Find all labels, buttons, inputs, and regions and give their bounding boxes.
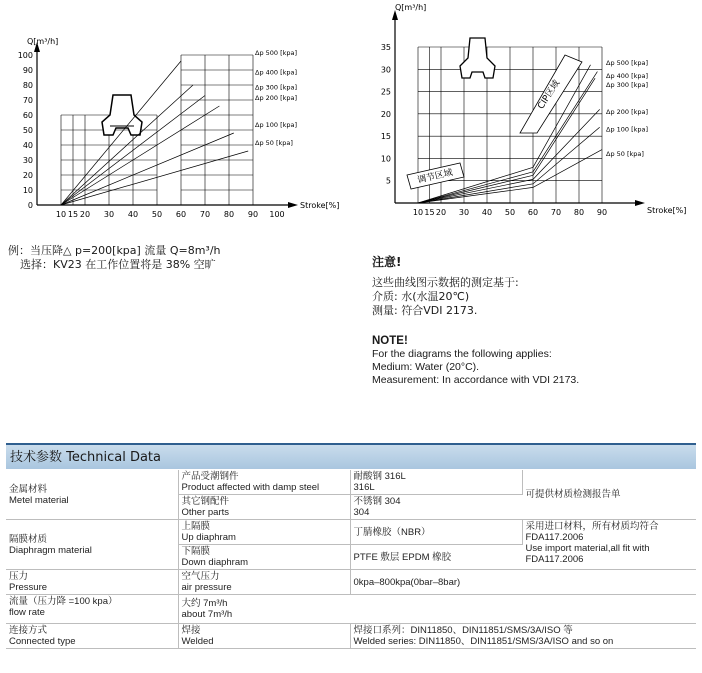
series-label: Δp 300 [kpa] [606,81,649,90]
region-cip-label: CIP区域 [536,78,563,112]
param-value: 不锈钢 304 304 [350,495,522,520]
table-row [6,595,696,624]
x-tick-label: 60 [175,210,187,219]
series-line [418,127,600,203]
x-tick-label: 90 [247,210,259,219]
series-line [418,72,597,203]
note-zh-line-2: 介质: 水(水温20℃) [372,290,470,303]
param-name: 压力 Pressure [6,570,178,595]
y-tick-label: 60 [22,111,33,120]
note-en [372,335,579,387]
x-tick-label: 15 [67,210,79,219]
param-part: 产品受潮钢件 Product affected with damp steel [178,470,350,495]
table-row [6,470,696,495]
series-label: Δp 100 [kpa] [255,121,298,129]
x-tick-label: 50 [151,210,163,219]
x-tick-label: 100 [269,210,285,219]
note-zh-title: 注意! [372,255,402,269]
series-label: Δp 500 [kpa] [255,49,298,57]
x-tick-labels [56,210,285,219]
param-value: 耐酸钢 316L 316L [350,470,522,495]
series-labels [606,59,648,158]
x-tick-label: 10 [412,208,424,217]
param-part: 上隔膜 Up diaphram [178,520,350,545]
y-axis-label: Q[m³/h] [395,3,427,12]
region-adjust-label: 调节区域 [416,168,454,186]
series-line [418,109,600,203]
x-tick-label: 40 [481,208,493,217]
param-name: 流量（压力降 =100 kpa） flow rate [6,595,178,624]
param-part: 焊接 Welded [178,624,350,649]
note-zh [372,253,519,318]
y-tick-label: 15 [380,132,391,142]
x-tick-label: 80 [223,210,235,219]
y-tick-label: 100 [17,51,33,60]
x-tick-label: 60 [527,208,539,217]
y-tick-label: 20 [22,171,33,180]
y-axis [392,10,398,203]
table-row [6,570,696,595]
series-label: Δp 200 [kpa] [255,94,298,102]
x-tick-label: 10 [55,210,67,219]
valve-icon [460,38,495,78]
y-tick-label: 20 [380,109,391,119]
x-tick-labels [413,208,607,217]
note-en-line-1: For the diagrams the following applies: [372,348,552,360]
series-label: Δp 500 [kpa] [606,58,649,67]
y-axis [34,42,40,205]
example-line-2: 选择：KV23 在工作位置将是 38% 空旷 [20,258,216,271]
y-tick-label: 30 [380,65,391,75]
param-name: 隔膜材质 Diaphragm material [6,520,178,570]
chart-grid [61,55,253,205]
note-en-line-3: Measurement: In accordance with VDI 2173. [372,374,580,386]
series-label: Δp 200 [kpa] [606,107,649,116]
note-zh-line-3: 测量: 符合VDI 2173. [372,304,478,317]
param-part: 其它钢配件 Other parts [178,495,350,520]
x-tick-label: 15 [424,208,435,217]
example-line-1: 例：当压降△ p=200[kpa] 流量 Q=8m³/h [8,244,221,257]
y-tick-label: 50 [22,126,33,135]
param-value: 焊接口系列：DIN11850、DIN11851/SMS/3A/ISO 等 Welded series: DIN11850、DIN11851/SMS/3A/ISO and so on [350,624,696,649]
y-axis-label: Q[m³/h] [27,37,59,46]
note-en-title: NOTE! [372,335,408,347]
series-label: Δp 400 [kpa] [255,68,298,77]
x-tick-label: 70 [550,208,562,217]
y-tick-label: 0 [27,201,33,210]
x-tick-label: 70 [199,210,211,219]
series-label: Δp 400 [kpa] [606,72,649,81]
table-row [6,520,696,545]
series-label: Δp 50 [kpa] [255,139,293,147]
x-axis-label: Stroke[%] [647,206,687,215]
y-tick-label: 35 [380,43,391,52]
tech-data-table [6,470,696,649]
param-value: 0kpa–800kpa(0bar–8bar) [350,570,696,595]
x-tick-label: 20 [79,210,91,219]
x-tick-label: 30 [458,208,470,217]
y-tick-label: 80 [22,81,33,90]
series-line [61,61,181,205]
x-tick-label: 40 [127,210,139,219]
y-tick-label: 10 [22,186,33,195]
y-tick-label: 10 [380,154,391,164]
y-tick-label: 30 [22,156,33,165]
x-axis-label: Stroke[%] [300,201,340,210]
param-note: 采用进口材料，所有材质均符合 FDA117.2006 Use import material,all fit with FDA117.2006 [522,520,696,570]
region-adjust-box [407,163,464,189]
param-name: 连接方式 Connected type [6,624,178,649]
param-part: 下隔膜 Down diaphram [178,545,350,570]
param-value: 丁腈橡胶（NBR） [350,520,522,545]
param-value: 大约 7m³/h about 7m³/h [178,595,696,624]
x-tick-label: 80 [573,208,585,217]
y-tick-labels [18,51,33,210]
param-part: 空气压力 air pressure [178,570,350,595]
tech-data-header: 技术参数 Technical Data [6,443,696,469]
y-tick-label: 5 [385,176,391,186]
example-text [8,244,221,272]
series-line [418,78,595,203]
flow-chart-left [0,30,350,220]
param-note: 可提供材质检测报告单 [522,470,696,520]
param-value: PTFE 敷层 EPDM 橡胶 [350,545,522,570]
series-labels [255,49,297,147]
series-label: Δp 50 [kpa] [606,150,644,159]
region-cip-box [520,55,582,133]
series-label: Δp 300 [kpa] [255,83,298,92]
chart-series-lines [61,61,248,205]
y-tick-label: 90 [22,66,33,75]
x-axis [37,202,298,208]
y-tick-labels [381,43,391,186]
y-tick-label: 40 [22,141,33,150]
x-tick-label: 20 [435,208,447,217]
y-tick-label: 25 [380,87,391,97]
flow-chart-right [355,0,700,225]
param-name: 金属材料 Metel material [6,470,178,520]
x-tick-label: 50 [504,208,516,217]
x-tick-label: 30 [103,210,115,219]
series-line [61,151,248,205]
y-tick-label: 70 [22,96,33,105]
table-row [6,624,696,649]
series-label: Δp 100 [kpa] [606,125,649,134]
series-line [61,133,234,205]
note-zh-line-1: 这些曲线图示数据的测定基于: [372,276,519,289]
x-tick-label: 90 [596,208,608,217]
note-en-line-2: Medium: Water (20°C). [372,361,480,373]
